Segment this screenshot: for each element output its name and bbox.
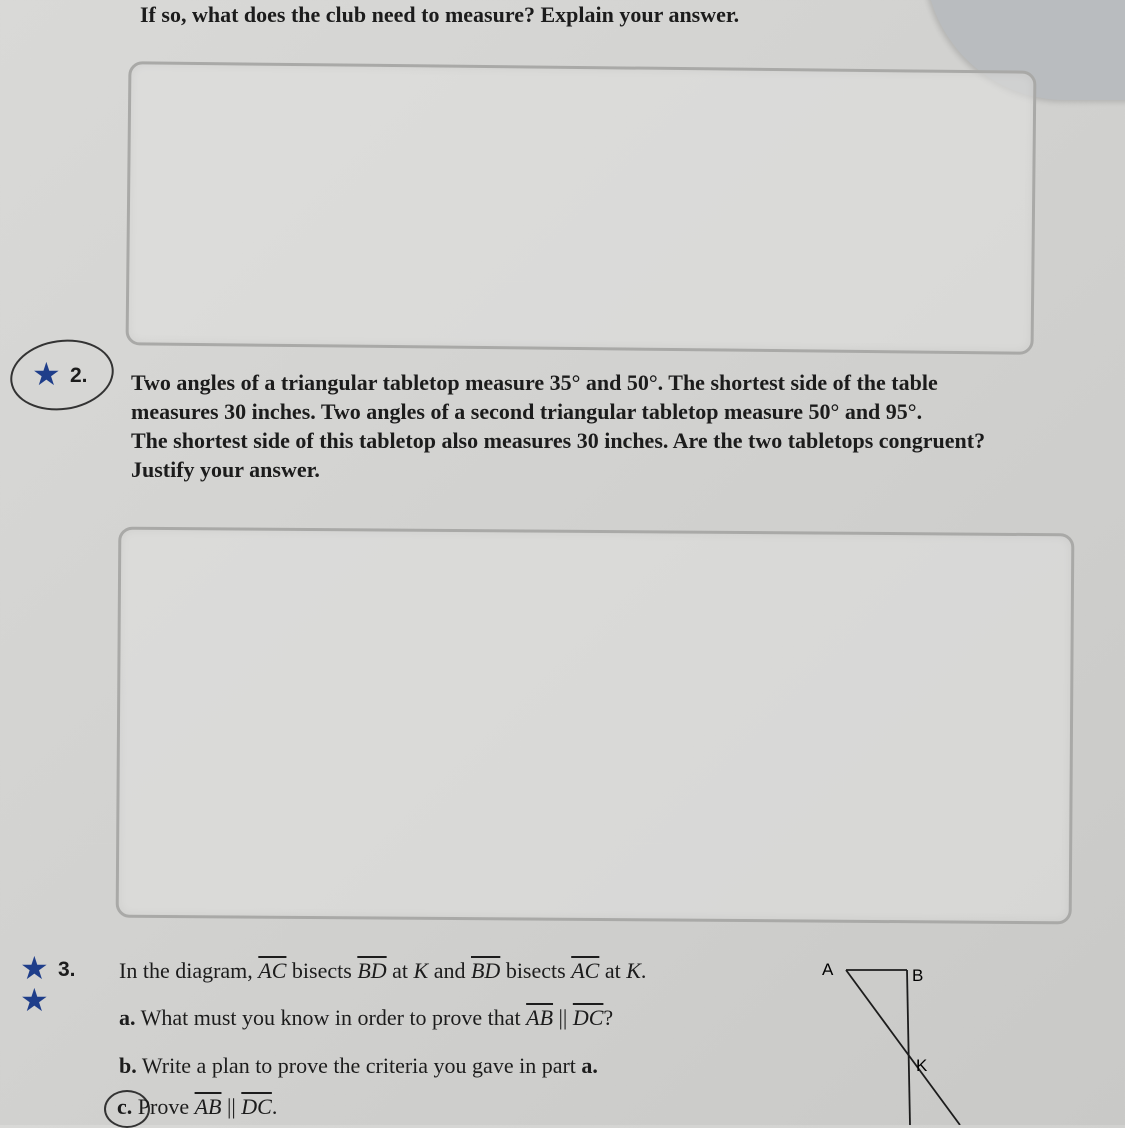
segment-ac-line bbox=[846, 970, 960, 1125]
handwritten-circle-mark bbox=[6, 333, 119, 417]
partial-question-text: If so, what does the club need to measure? Explain your answer. bbox=[140, 2, 740, 27]
answer-box-1[interactable] bbox=[126, 61, 1037, 354]
diagram-label-b: B bbox=[912, 966, 924, 985]
star-icon: ★ bbox=[32, 356, 61, 392]
question-2-line: The shortest side of this tabletop also measures 30 inches. Are the two tabletops congruent? bbox=[131, 428, 986, 453]
question-3c: c. Prove $\overline{AB}$ || $\overline{DC}$. bbox=[117, 1094, 278, 1119]
diagram-label-k: K bbox=[916, 1056, 928, 1075]
question-3-intro: In the diagram, $\overline{AC}$ bisects $\overline{BD}$ at K and $\overline{BD}$ bisects $\overline{AC}$ at K. bbox=[119, 958, 647, 983]
question-2-line: measures 30 inches. Two angles of a second triangular tabletop measure 50° and 95°. bbox=[131, 399, 923, 424]
geometry-diagram bbox=[810, 955, 970, 1125]
diagram-label-a: A bbox=[822, 960, 834, 979]
segment-ac: $\overline{AC}$ bbox=[258, 958, 287, 983]
question-2-line: Two angles of a triangular tabletop measure 35° and 50°. The shortest side of the table bbox=[131, 370, 938, 395]
segment-bd-line bbox=[907, 970, 910, 1125]
question-3-number: 3. bbox=[58, 958, 76, 981]
segment-ac: $\overline{AC}$ bbox=[571, 958, 600, 983]
question-3b: b. Write a plan to prove the criteria you gave in part a. bbox=[119, 1053, 598, 1078]
segment-bd: $\overline{BD}$ bbox=[357, 958, 387, 983]
question-2-text bbox=[131, 368, 985, 484]
segment-bd: $\overline{BD}$ bbox=[470, 958, 501, 983]
question-2-number: 2. bbox=[70, 364, 88, 387]
star-icon: ★ bbox=[20, 982, 49, 1018]
star-icon: ★ bbox=[20, 950, 49, 986]
question-2-line: Justify your answer. bbox=[131, 457, 320, 482]
answer-box-2[interactable] bbox=[116, 527, 1075, 925]
question-3a: a. What must you know in order to prove that $\overline{AB}$ || $\overline{DC}$? bbox=[119, 1005, 614, 1030]
